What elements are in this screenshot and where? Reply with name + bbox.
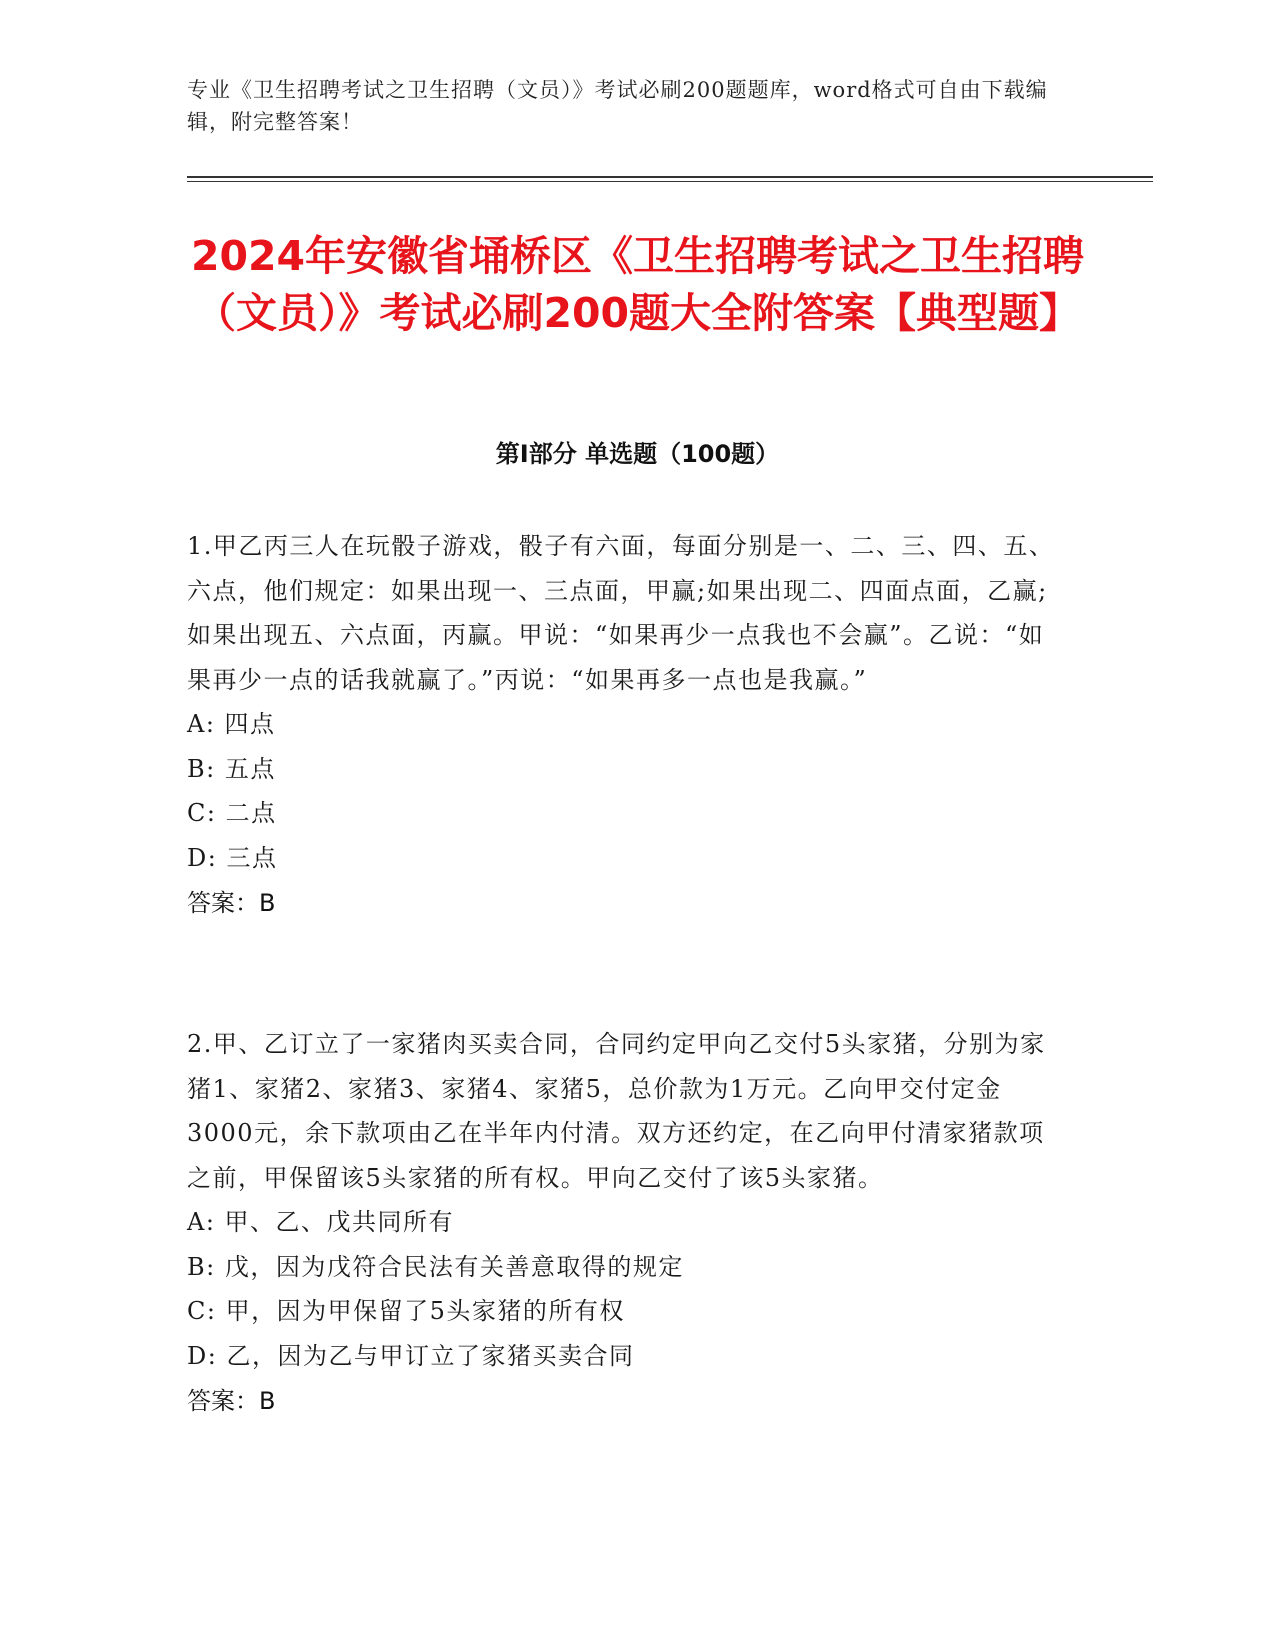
question-2: [187, 1022, 1067, 1424]
question-1: [187, 524, 1067, 926]
option-b: B: 戊，因为戊符合民法有关善意取得的规定: [187, 1252, 684, 1281]
option-c: C: 二点: [187, 799, 277, 827]
header-divider-thin: [187, 181, 1153, 182]
option-c: C: 甲，因为甲保留了5头家猪的所有权: [187, 1297, 625, 1325]
option-d: D: 三点: [187, 843, 278, 872]
option-a: A: 甲、乙、戊共同所有: [187, 1208, 455, 1236]
question-stem: 2.甲、乙订立了一家猪肉买卖合同，合同约定甲向乙交付5头家猪，分别为家猪1、家猪2、家猪3、家猪4、家猪5，总价款为1万元。乙向甲交付定金3000元，余下款项由乙在半年内付清。双方还约定，在乙向甲付清家猪款项之前，甲保留该5头家猪的所有权。甲向乙交付了该5头家猪。: [187, 1030, 1046, 1192]
option-a: A: 四点: [187, 710, 276, 738]
question-stem: 1.甲乙丙三人在玩骰子游戏，骰子有六面，每面分别是一、二、三、四、五、六点，他们规定：如果出现一、三点面，甲赢;如果出现二、四面点面，乙赢;如果出现五、六点面，丙赢。甲说：“如果再少一点我也不会赢”。乙说：“如果再少一点的话我就赢了。”丙说：“如果再多一点也是我赢。”: [187, 532, 1055, 694]
header-note: 专业《卫生招聘考试之卫生招聘（文员）》考试必刷200题题库，word格式可自由下载编辑，附完整答案！: [187, 78, 1048, 134]
option-b: B: 五点: [187, 754, 276, 783]
answer-line: 答案：B: [187, 889, 276, 917]
section-title: 第I部分 单选题（100题）: [495, 440, 780, 468]
header-divider-thick: [187, 176, 1153, 178]
option-d: D: 乙，因为乙与甲订立了家猪买卖合同: [187, 1341, 635, 1370]
document-title: 2024年安徽省埇桥区《卫生招聘考试之卫生招聘（文员）》考试必刷200题大全附答案【典型题】: [190, 232, 1085, 337]
answer-line: 答案：B: [187, 1387, 276, 1415]
